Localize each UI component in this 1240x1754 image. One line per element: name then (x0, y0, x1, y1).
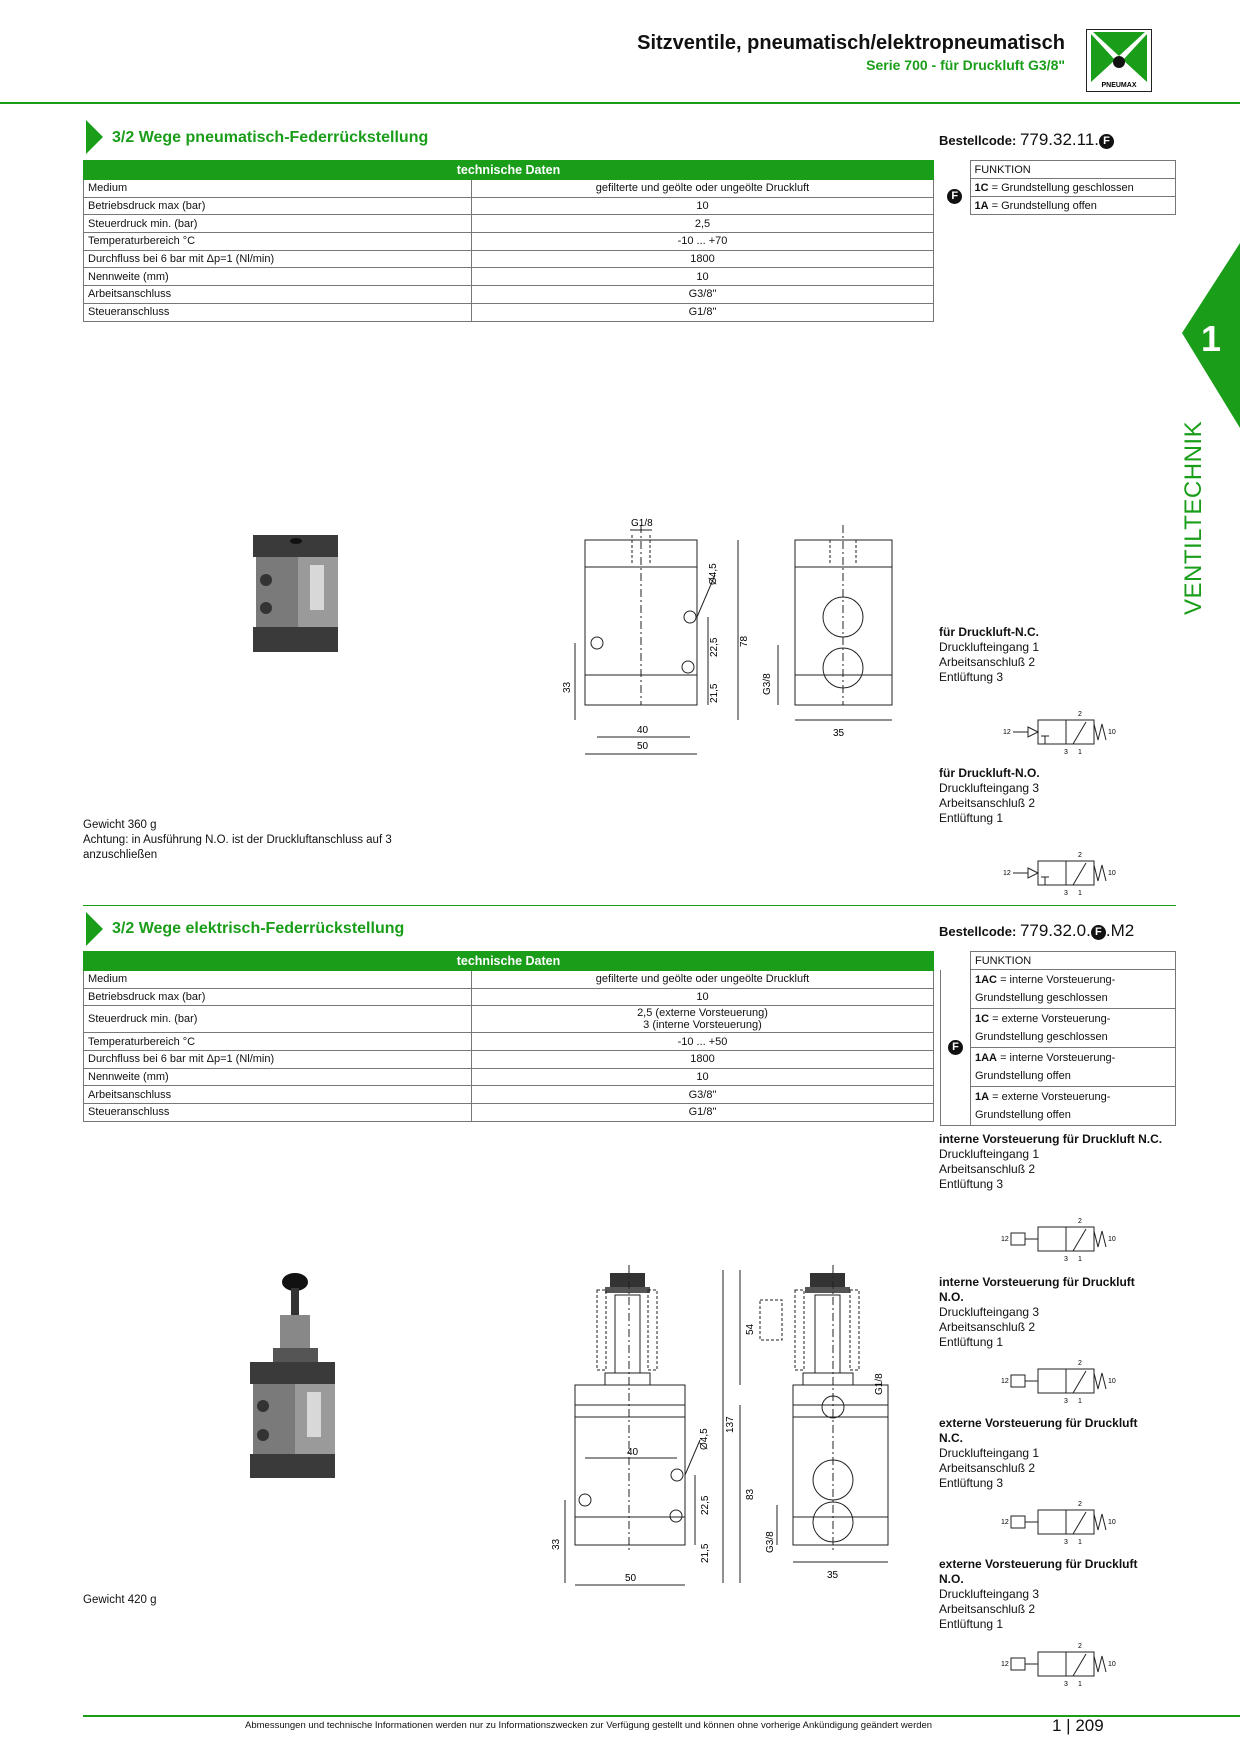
svg-text:1: 1 (1078, 890, 1082, 897)
table-header: technische Daten (84, 952, 934, 971)
chapter-label: VENTILTECHNIK (1180, 420, 1207, 615)
svg-text:12: 12 (1003, 729, 1011, 736)
table-row: Betriebsdruck max (bar) 10 (84, 988, 934, 1006)
f-symbol-icon: F (1091, 925, 1106, 940)
svg-text:10: 10 (1108, 870, 1116, 877)
table-row: Durchfluss bei 6 bar mit Δp=1 (Nl/min) 1800 (84, 250, 934, 268)
table-row: Nennweite (mm) 10 (84, 268, 934, 286)
valve-symbol-icon (998, 1640, 1118, 1690)
page-number: 1 | 209 (1052, 1716, 1104, 1735)
section1-arrow-icon (86, 120, 103, 154)
table-row: Arbeitsanschluss G3/8" (84, 1086, 934, 1104)
dim-d35: 35 (833, 728, 845, 739)
svg-text:2: 2 (1078, 1643, 1082, 1650)
dim-d83: 83 (745, 1488, 756, 1500)
funktion-item: 1C = externe Vorsteuerung- Grundstellung geschlossen (971, 1009, 1176, 1048)
table-row: Arbeitsanschluss G3/8" (84, 286, 934, 304)
svg-text:12: 12 (1001, 1378, 1009, 1385)
svg-text:10: 10 (1108, 1661, 1116, 1668)
table-row: Temperaturbereich °C -10 ... +50 (84, 1033, 934, 1051)
dim-g18: G1/8 (631, 518, 653, 529)
dim-d45: Ø4,5 (699, 1428, 710, 1450)
chapter-number: 1 (1200, 318, 1222, 359)
dim-d54: 54 (745, 1323, 756, 1335)
svg-text:1: 1 (1078, 749, 1082, 756)
dim-g38: G3/8 (762, 673, 773, 695)
funktion-item: 1AC = interne Vorsteuerung- Grundstellung geschlossen (971, 970, 1176, 1009)
table-row: Temperaturbereich °C -10 ... +70 (84, 233, 934, 251)
section1-notes: Gewicht 360 g Achtung: in Ausführung N.O. ist der Druckluftanschluss auf 3 anzuschließen (83, 819, 392, 861)
svg-text:3: 3 (1064, 749, 1068, 756)
svg-text:3: 3 (1064, 1398, 1068, 1405)
dim-d40: 40 (627, 1447, 639, 1458)
dim-d50: 50 (625, 1573, 637, 1584)
pneumax-logo (1086, 29, 1152, 92)
page-title: Sitzventile, pneumatisch/elektropneumatisch (637, 32, 1065, 54)
table-header: technische Daten (84, 161, 934, 180)
section2-arrow-icon (86, 912, 103, 946)
svg-text:1: 1 (1078, 1256, 1082, 1263)
table-row: Medium gefilterte und geölte oder ungeölte Druckluft (84, 180, 934, 198)
section1-bestellcode: Bestellcode: 779.32.11. F (939, 130, 1114, 150)
valve-symbol-icon (998, 1357, 1118, 1407)
table-row: Nennweite (mm) 10 (84, 1068, 934, 1086)
table-row: Steueranschluss G1/8" (84, 303, 934, 321)
valve-symbol-icon (998, 849, 1118, 899)
svg-text:2: 2 (1078, 1360, 1082, 1367)
dim-d50: 50 (637, 741, 649, 752)
svg-text:10: 10 (1108, 729, 1116, 736)
table-row: Steuerdruck min. (bar) 2,5 (84, 215, 934, 233)
section2-variant-ext-no: externe Vorsteuerung für Druckluft N.O. Drucklufteingang 3 Arbeitsanschluß 2 Entlüftung 1 (939, 1557, 1138, 1631)
dim-d40: 40 (637, 725, 649, 736)
svg-text:1: 1 (1078, 1398, 1082, 1405)
page-subtitle: Serie 700 - für Druckluft G3/8" (866, 57, 1065, 73)
table-row: Medium gefilterte und geölte oder ungeölte Druckluft (84, 971, 934, 989)
valve-symbol-icon (998, 1215, 1118, 1265)
valve-photo-electric (245, 1270, 345, 1485)
section1-variant-nc: für Druckluft-N.C. Drucklufteingang 1 Arbeitsanschluß 2 Entlüftung 3 (939, 625, 1040, 684)
dim-d33: 33 (562, 681, 573, 693)
dim-d35: 35 (827, 1570, 839, 1581)
svg-text:2: 2 (1078, 1501, 1082, 1508)
f-symbol-icon: F (947, 189, 962, 204)
dim-g18: G1/8 (874, 1373, 885, 1395)
f-symbol-icon: F (1099, 134, 1114, 149)
section2-bestellcode: Bestellcode: 779.32.0. F .M2 (939, 921, 1135, 940)
section2-variant-ext-nc: externe Vorsteuerung für Druckluft N.C. Drucklufteingang 1 Arbeitsanschluß 2 Entlüftung 3 (939, 1416, 1138, 1490)
section2-dimension-drawing (545, 1265, 910, 1605)
dim-d45: Ø4,5 (708, 563, 719, 585)
svg-text:10: 10 (1108, 1519, 1116, 1526)
funktion-item: 1AA = interne Vorsteuerung- Grundstellung offen (971, 1048, 1176, 1087)
table-row: Steueranschluss G1/8" (84, 1104, 934, 1122)
section2-variant-int-no: interne Vorsteuerung für Druckluft N.O. Drucklufteingang 3 Arbeitsanschluß 2 Entlüftung 1 (939, 1275, 1135, 1349)
table-row: Betriebsdruck max (bar) 10 (84, 197, 934, 215)
svg-text:12: 12 (1001, 1661, 1009, 1668)
section1-variant-no: für Druckluft-N.O. Drucklufteingang 3 Arbeitsanschluß 2 Entlüftung 1 (939, 766, 1040, 825)
footer-disclaimer: Abmessungen und technische Informationen werden nur zu Informationszwecken zur Verfügung gestellt und können ohne vorherige Ankündigung geändert werden (245, 1720, 933, 1731)
valve-symbol-icon (998, 1498, 1118, 1548)
svg-text:12: 12 (1003, 870, 1011, 877)
table-row: Steuerdruck min. (bar) 2,5 (externe Vorsteuerung) 3 (interne Vorsteuerung) (84, 1006, 934, 1033)
valve-photo-pneumatic (248, 530, 348, 660)
dim-d33: 33 (551, 1538, 562, 1550)
svg-text:2: 2 (1078, 711, 1082, 718)
section2-tech-table (83, 951, 934, 1122)
logo-text: PNEUMAX (1101, 82, 1137, 89)
svg-text:2: 2 (1078, 1218, 1082, 1225)
dim-d225: 22,5 (700, 1495, 711, 1515)
dim-d78: 78 (739, 635, 750, 647)
svg-text:3: 3 (1064, 1681, 1068, 1688)
funktion-item: 1A = externe Vorsteuerung- Grundstellung offen (971, 1087, 1176, 1126)
svg-text:1: 1 (1078, 1681, 1082, 1688)
section2-gewicht: Gewicht 420 g (83, 1594, 157, 1606)
dim-d215: 21,5 (709, 683, 720, 703)
svg-text:10: 10 (1108, 1378, 1116, 1385)
svg-text:1: 1 (1078, 1539, 1082, 1546)
table-row: Durchfluss bei 6 bar mit Δp=1 (Nl/min) 1800 (84, 1051, 934, 1069)
funktion-item: 1C = Grundstellung geschlossen (970, 179, 1176, 197)
section1-tech-table (83, 160, 934, 322)
section1-funktion-table: FUNKTION F 1C = Grundstellung geschlossen 1A = Grundstellung offen (940, 160, 1176, 215)
dim-d137: 137 (725, 1416, 736, 1433)
svg-text:3: 3 (1064, 890, 1068, 897)
svg-text:3: 3 (1064, 1539, 1068, 1546)
valve-symbol-icon (998, 708, 1118, 758)
dim-g38: G3/8 (765, 1531, 776, 1553)
section1-title: 3/2 Wege pneumatisch-Federrückstellung (112, 129, 429, 146)
dim-d225: 22,5 (709, 637, 720, 657)
section2-title: 3/2 Wege elektrisch-Federrückstellung (112, 920, 405, 937)
section2-funktion-table: FUNKTION F 1AC = interne Vorsteuerung- Grundstellung geschlossen 1C = externe Vorsteuerung- Grundstellung geschlossen 1AA = interne Vorsteuerung- Grundstellung offen 1A = externe Vorsteuerung- Grundstellung offen (940, 951, 1176, 1126)
f-symbol-icon: F (948, 1040, 963, 1055)
header-divider (0, 102, 1240, 104)
svg-text:3: 3 (1064, 1256, 1068, 1263)
svg-text:12: 12 (1001, 1236, 1009, 1243)
svg-text:12: 12 (1001, 1519, 1009, 1526)
section2-variant-int-nc: interne Vorsteuerung für Druckluft N.C. Drucklufteingang 1 Arbeitsanschluß 2 Entlüftung 3 (939, 1132, 1163, 1191)
svg-text:2: 2 (1078, 852, 1082, 859)
dim-d215: 21,5 (700, 1543, 711, 1563)
section1-dimension-drawing (560, 505, 910, 760)
svg-text:10: 10 (1108, 1236, 1116, 1243)
section-divider (83, 905, 1176, 906)
funktion-item: 1A = Grundstellung offen (970, 197, 1176, 215)
